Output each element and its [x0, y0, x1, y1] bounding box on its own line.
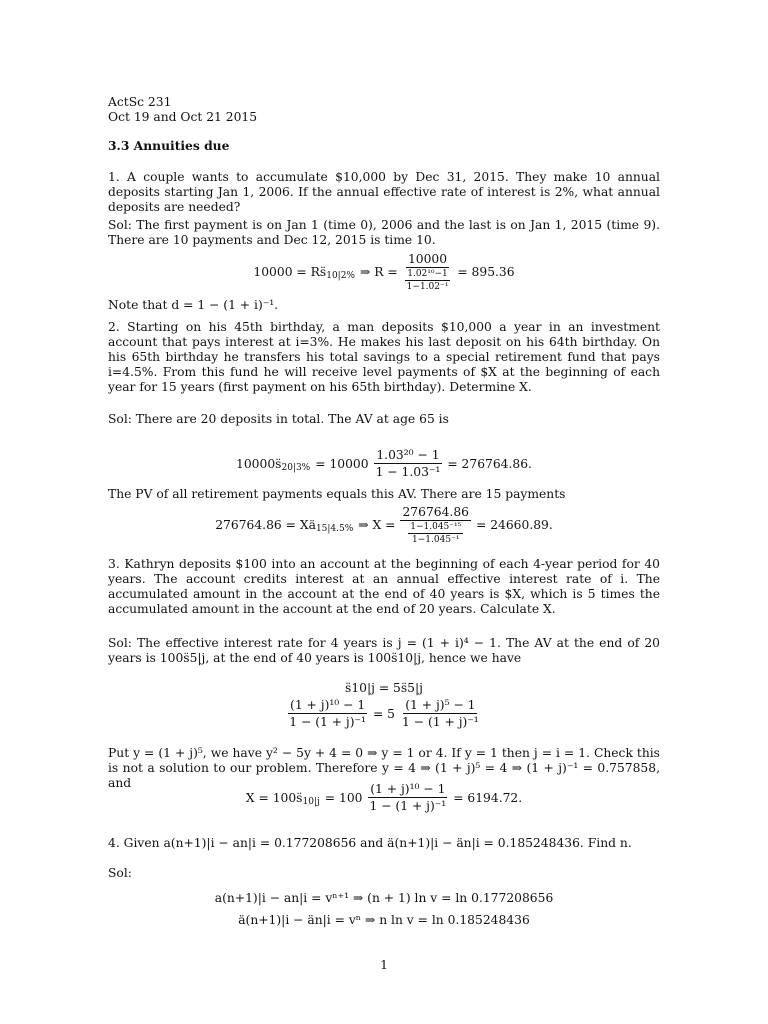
problem-4-equation-1: a(n+1)|i − an|i = vⁿ⁺¹ ⇒ (n + 1) ln v = ln 0.177208656: [214, 891, 554, 905]
eq-subscript: 10|j: [302, 796, 320, 807]
eq-small-denominator: 1−1.02⁻¹: [406, 282, 449, 292]
eq-subscript: 10|2%: [326, 271, 355, 281]
eq-fraction-left: [287, 698, 368, 729]
eq-result: = 895.36: [457, 265, 515, 279]
eq-denominator: [403, 268, 453, 292]
eq-subscript: 20|3%: [281, 462, 311, 473]
eq-numerator: 10000: [407, 252, 448, 266]
eq-mid: ⇒ X =: [358, 518, 396, 532]
eq-fraction-right: [400, 698, 481, 729]
eq-numerator: 1.03²⁰ − 1: [376, 448, 440, 462]
eq-fraction: [367, 782, 448, 813]
eq-numerator-right: (1 + j)⁵ − 1: [405, 698, 476, 712]
eq-denominator: [406, 521, 465, 545]
problem-1-text: 1. A couple wants to accumulate $10,000 by Dec 31, 2015. They make 10 annual deposits starting Jan 1, 2006. If the annual effective rate of interest is 2%, what annual deposits are needed?: [108, 170, 660, 214]
problem-2-solution: Sol: There are 20 deposits in total. The AV at age 65 is: [108, 412, 449, 426]
problem-3-solution-2: Put y = (1 + j)⁵, we have y² − 5y + 4 = 0 ⇒ y = 1 or 4. If y = 1 then j = i = 1. Check this is not a solution to our problem. Therefore y = 4 ⇒ (1 + j)⁵ = 4 ⇒ (1 + j)⁻¹ = 0.757858, and: [108, 746, 660, 790]
eq-result: = 276764.86.: [447, 456, 532, 471]
eq-subscript: 15|4.5%: [315, 524, 354, 534]
eq-denominator: 1 − 1.03⁻¹: [375, 465, 441, 479]
eq-small-numerator: 1.02¹⁰−1: [407, 269, 448, 279]
eq-denominator: 1 − (1 + j)⁻¹: [369, 799, 447, 813]
eq-numerator: (1 + j)¹⁰ − 1: [370, 782, 446, 796]
problem-3-equation-1: s̈10|j = 5s̈5|j: [345, 681, 423, 695]
eq-mid: = 100: [324, 790, 363, 805]
eq-mid: ⇒ R =: [359, 265, 398, 279]
eq-result: = 24660.89.: [475, 518, 553, 532]
problem-2-solution-2: The PV of all retirement payments equals this AV. There are 15 payments: [108, 487, 566, 501]
eq-fraction: [374, 448, 443, 479]
problem-2-equation-2: [108, 505, 660, 545]
eq-small-fraction: [408, 522, 463, 545]
eq-numerator: 276764.86: [402, 505, 469, 519]
problem-1-equation: [108, 252, 660, 292]
eq-mid: = 5: [372, 706, 396, 721]
eq-lhs: 10000s̈: [236, 456, 282, 471]
eq-lhs: 10000 = Rs̈: [253, 265, 327, 279]
note-discount: Note that d = 1 − (1 + i)⁻¹.: [108, 298, 279, 312]
eq-result: = 6194.72.: [453, 790, 523, 805]
eq-numerator-left: (1 + j)¹⁰ − 1: [290, 698, 366, 712]
problem-4-text: 4. Given a(n+1)|i − an|i = 0.177208656 and ä(n+1)|i − än|i = 0.185248436. Find n.: [108, 836, 632, 850]
eq-small-fraction: [405, 269, 451, 292]
lecture-dates: Oct 19 and Oct 21 2015: [108, 110, 258, 124]
eq-mid: = 10000: [315, 456, 369, 471]
eq-lhs: 276764.86 = Xä: [215, 518, 316, 532]
problem-3-equation-3: [108, 782, 660, 813]
page-number: 1: [380, 958, 388, 972]
problem-3-text: 3. Kathryn deposits $100 into an account at the beginning of each 4-year period for 40 years. The account credits interest at an annual effective interest rate of i. The accumulated amount in the account at the end of 40 years is $X, which is 5 times the accumulated amount in the account at the end of 20 years. Calculate X.: [108, 557, 660, 616]
problem-3-equation-2: [108, 698, 660, 729]
problem-1-solution: Sol: The first payment is on Jan 1 (time 0), 2006 and the last is on Jan 1, 2015 (time 9). There are 10 payments and Dec 12, 2015 is time 10.: [108, 218, 660, 247]
eq-denominator-right: 1 − (1 + j)⁻¹: [402, 715, 479, 729]
problem-4-equation-2: ä(n+1)|i − än|i = vⁿ ⇒ n ln v = ln 0.185248436: [238, 913, 530, 927]
eq-lhs: X = 100s̈: [245, 790, 303, 805]
problem-3-solution: Sol: The effective interest rate for 4 years is j = (1 + i)⁴ − 1. The AV at the end of 20 years is 100s̈5|j, at the end of 40 years is 100s̈10|j, hence we have: [108, 636, 660, 665]
section-title: 3.3 Annuities due: [108, 138, 230, 153]
course-code: ActSc 231: [108, 95, 172, 109]
problem-2-text: 2. Starting on his 45th birthday, a man deposits $10,000 a year in an investment account that pays interest at i=3%. He makes his last deposit on his 64th birthday. On his 65th birthday he transfers his total savings to a special retirement fund that pays i=4.5%. From this fund he will receive level payments of $X at the beginning of each year for 15 years (first payment on his 65th birthday). Determine X.: [108, 320, 660, 394]
problem-2-equation-1: [108, 448, 660, 479]
eq-denominator-left: 1 − (1 + j)⁻¹: [289, 715, 366, 729]
eq-small-denominator: 1−1.045⁻¹: [412, 535, 460, 545]
eq-fraction: [403, 252, 453, 292]
eq-small-numerator: 1−1.045⁻¹⁵: [410, 522, 462, 532]
problem-4-solution: Sol:: [108, 866, 132, 880]
eq-fraction: [400, 505, 471, 545]
